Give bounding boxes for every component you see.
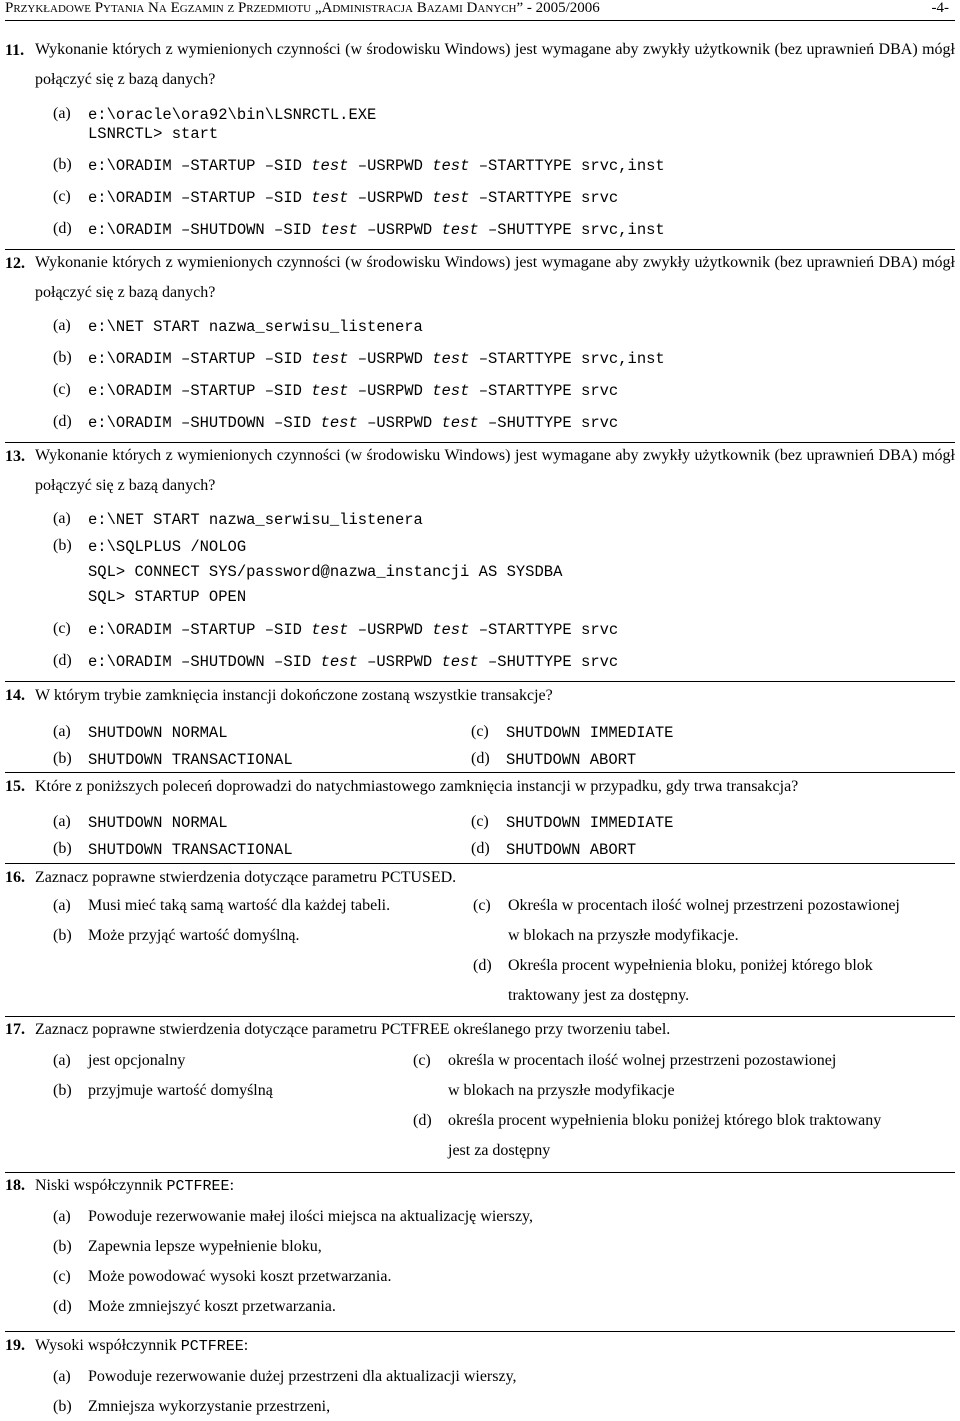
option-command: e:\NET START nazwa_serwisu_listenera — [88, 318, 423, 336]
option-command: SHUTDOWN IMMEDIATE — [506, 724, 674, 742]
option-label: (c) — [471, 813, 489, 830]
option-text: przyjmuje wartość domyślną — [88, 1082, 273, 1099]
option-command: e:\NET START nazwa_serwisu_listenera — [88, 511, 423, 529]
separator — [5, 772, 955, 773]
option-code-line: LSNRCTL> start — [88, 125, 219, 143]
question-13 — [5, 444, 955, 674]
option-label: (a) — [53, 1368, 71, 1385]
question-text: Wykonanie których z wymienionych czynności (w środowisku Windows) jest wymagane aby zwykły użytkownik (bez uprawnień DBA) mógł połączyć się z bazą danych? — [35, 254, 955, 301]
separator — [5, 863, 955, 864]
option-label: (d) — [53, 220, 72, 237]
option-text: Musi mieć taką samą wartość dla każdej tabeli. — [88, 897, 391, 914]
option-command: e:\ORADIM –STARTUP –SID test –USRPWD test –STARTTYPE srvc — [88, 189, 619, 207]
option-text: określa w procentach ilość wolnej przestrzeni pozostawionej — [448, 1052, 837, 1069]
option-command: SHUTDOWN NORMAL — [88, 814, 228, 832]
option-text: Może powodować wysoki koszt przetwarzania. — [88, 1268, 392, 1285]
option-label: (c) — [53, 381, 71, 398]
option-code-line: e:\SQLPLUS /NOLOG — [88, 538, 247, 556]
option-label: (b) — [53, 927, 72, 944]
option-label: (b) — [53, 349, 72, 366]
option-text: traktowany jest za dostępny. — [508, 987, 690, 1004]
option-label: (a) — [53, 317, 71, 334]
separator — [5, 1172, 955, 1173]
question-text: W którym trybie zamknięcia instancji dokończone zostaną wszystkie transakcje? — [35, 687, 553, 704]
question-text: Wykonanie których z wymienionych czynności (w środowisku Windows) jest wymagane aby zwykły użytkownik (bez uprawnień DBA) mógł połączyć się z bazą danych? — [35, 41, 955, 88]
separator — [5, 681, 955, 682]
question-16 — [5, 865, 955, 1015]
question-number: 16. — [5, 869, 25, 886]
option-label: (b) — [53, 1398, 72, 1415]
option-command: SHUTDOWN ABORT — [506, 841, 637, 859]
question-text: Wysoki współczynnik PCTFREE: — [35, 1337, 249, 1355]
option-command: SHUTDOWN TRANSACTIONAL — [88, 751, 293, 769]
option-label: (c) — [53, 620, 71, 637]
option-command: SHUTDOWN TRANSACTIONAL — [88, 841, 293, 859]
option-label: (c) — [473, 897, 491, 914]
question-15 — [5, 774, 955, 862]
separator — [5, 1016, 955, 1017]
page-number: -4- — [931, 0, 949, 16]
question-number: 13. — [5, 448, 25, 465]
question-number: 19. — [5, 1337, 25, 1354]
option-command: e:\ORADIM –SHUTDOWN –SID test –USRPWD test –SHUTTYPE srvc,inst — [88, 221, 665, 239]
option-command: SHUTDOWN NORMAL — [88, 724, 228, 742]
option-text: Może przyjąć wartość domyślną. — [88, 927, 300, 944]
question-text: Zaznacz poprawne stwierdzenia dotyczące parametru PCTFREE określanego przy tworzeniu tabel. — [35, 1021, 671, 1038]
option-text: określa procent wypełnienia bloku poniżej którego blok traktowany — [448, 1112, 882, 1129]
option-label: (d) — [471, 840, 490, 857]
option-text: w blokach na przyszłe modyfikacje — [448, 1082, 675, 1099]
option-label: (a) — [53, 105, 71, 122]
question-12 — [5, 251, 955, 431]
option-text: jest za dostępny — [448, 1142, 551, 1159]
option-label: (a) — [53, 813, 71, 830]
option-text: Powoduje rezerwowanie małej ilości miejsca na aktualizację wierszy, — [88, 1208, 533, 1225]
page-header — [5, 0, 955, 21]
header-title: Przykładowe Pytania Na Egzamin z Przedmiotu „Administracja Bazami Danych” - 2005/2006 — [5, 0, 600, 16]
option-label: (b) — [53, 1082, 72, 1099]
option-label: (d) — [53, 1298, 72, 1315]
option-label: (a) — [53, 1208, 71, 1225]
option-label: (b) — [53, 750, 72, 767]
option-command: e:\ORADIM –SHUTDOWN –SID test –USRPWD test –SHUTTYPE srvc — [88, 653, 619, 671]
question-number: 15. — [5, 778, 25, 795]
option-text: w blokach na przyszłe modyfikacje. — [508, 927, 739, 944]
option-label: (d) — [413, 1112, 432, 1129]
option-command: e:\ORADIM –STARTUP –SID test –USRPWD test –STARTTYPE srvc,inst — [88, 157, 665, 175]
option-text: Powoduje rezerwowanie dużej przestrzeni dla aktualizacji wierszy, — [88, 1368, 517, 1385]
option-label: (a) — [53, 510, 71, 527]
option-label: (d) — [53, 652, 72, 669]
question-number: 18. — [5, 1177, 25, 1194]
option-code-line: SQL> STARTUP OPEN — [88, 588, 247, 606]
question-14 — [5, 683, 955, 771]
question-text: Które z poniższych poleceń doprowadzi do natychmiastowego zamknięcia instancji w przypadku, gdy trwa transakcja? — [35, 778, 799, 795]
option-text: Może zmniejszyć koszt przetwarzania. — [88, 1298, 336, 1315]
option-command: SHUTDOWN IMMEDIATE — [506, 814, 674, 832]
option-text: Określa procent wypełnienia bloku, poniżej którego blok — [508, 957, 873, 974]
question-text: Zaznacz poprawne stwierdzenia dotyczące parametru PCTUSED. — [35, 869, 457, 886]
option-label: (c) — [413, 1052, 431, 1069]
question-number: 12. — [5, 255, 25, 272]
option-text: jest opcjonalny — [88, 1052, 186, 1069]
option-command: e:\ORADIM –STARTUP –SID test –USRPWD test –STARTTYPE srvc,inst — [88, 350, 665, 368]
separator — [5, 1331, 955, 1332]
option-label: (b) — [53, 156, 72, 173]
option-command: e:\ORADIM –SHUTDOWN –SID test –USRPWD test –SHUTTYPE srvc — [88, 414, 619, 432]
option-label: (a) — [53, 897, 71, 914]
option-label: (a) — [53, 723, 71, 740]
option-code-line: SQL> CONNECT SYS/password@nazwa_instancji AS SYSDBA — [88, 563, 563, 581]
option-command: SHUTDOWN ABORT — [506, 751, 637, 769]
question-11 — [5, 38, 955, 238]
question-18 — [5, 1174, 955, 1324]
question-text: Wykonanie których z wymienionych czynności (w środowisku Windows) jest wymagane aby zwykły użytkownik (bez uprawnień DBA) mógł połączyć się z bazą danych? — [35, 447, 955, 494]
option-code-line: e:\oracle\ora92\bin\LSNRCTL.EXE — [88, 106, 377, 124]
option-command: e:\ORADIM –STARTUP –SID test –USRPWD test –STARTTYPE srvc — [88, 621, 619, 639]
option-label: (d) — [53, 413, 72, 430]
option-label: (b) — [53, 840, 72, 857]
option-label: (c) — [53, 188, 71, 205]
question-number: 17. — [5, 1021, 25, 1038]
option-label: (b) — [53, 537, 72, 554]
option-text: Zmniejsza wykorzystanie przestrzeni, — [88, 1398, 331, 1415]
option-label: (d) — [473, 957, 492, 974]
option-label: (b) — [53, 1238, 72, 1255]
option-label: (c) — [471, 723, 489, 740]
question-17 — [5, 1018, 955, 1168]
question-number: 14. — [5, 687, 25, 704]
option-label: (d) — [471, 750, 490, 767]
question-number: 11. — [5, 42, 25, 59]
question-text: Niski współczynnik PCTFREE: — [35, 1177, 235, 1195]
question-19 — [5, 1333, 955, 1421]
option-text: Zapewnia lepsze wypełnienie bloku, — [88, 1238, 322, 1255]
option-label: (c) — [53, 1268, 71, 1285]
option-text: Określa w procentach ilość wolnej przestrzeni pozostawionej — [508, 897, 900, 914]
option-command: e:\ORADIM –STARTUP –SID test –USRPWD test –STARTTYPE srvc — [88, 382, 619, 400]
option-label: (a) — [53, 1052, 71, 1069]
